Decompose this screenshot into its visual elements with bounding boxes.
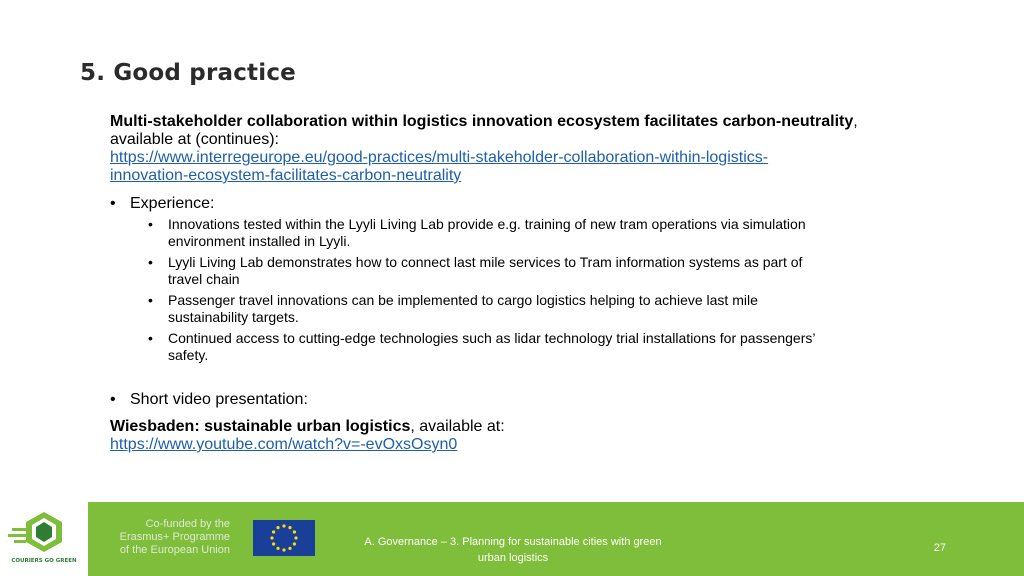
eu-stars-icon (253, 520, 315, 556)
cofunded-line: Co-funded by the (145, 518, 230, 530)
video-paragraph (110, 418, 910, 454)
list-item (148, 216, 888, 250)
cofunded-line: of the European Union (119, 544, 230, 556)
list-item (148, 330, 888, 364)
slide-title: 5. Good practice (80, 60, 296, 86)
youtube-link[interactable]: https://www.youtube.com/watch?v=-evOxsOsyn0 (110, 436, 458, 453)
video-heading: • Short video presentation: (110, 390, 910, 410)
footer-caption-line: A. Governance – 3. Planning for sustainable cities with green (364, 536, 662, 548)
list-item-line: environment installed in Lyyli. (168, 233, 351, 249)
cofunded-line: Erasmus+ Programme (119, 531, 230, 543)
slide-content (110, 113, 910, 454)
intro-available-text: available at (continues): (110, 131, 279, 148)
footer-caption-line: urban logistics (477, 552, 549, 564)
experience-heading: • Experience: (110, 194, 910, 214)
page-number: 27 (933, 542, 946, 554)
interreg-link-line1[interactable]: https://www.interregeurope.eu/good-practices/multi-stakeholder-collaboration-within-logistics- (110, 149, 769, 166)
intro-paragraph (110, 113, 910, 185)
intro-bold-title: Multi-stakeholder collaboration within logistics innovation ecosystem facilitates carbon-neutrality (110, 113, 854, 130)
list-item-line: sustainability targets. (168, 309, 299, 325)
logo-caption: COURIERS GO GREEN (11, 558, 77, 564)
list-item-line: Continued access to cutting-edge technologies such as lidar technology trial installations for passengers’ (168, 330, 816, 346)
experience-list (148, 216, 910, 364)
list-item (148, 254, 888, 288)
video-available-text: , available at: (410, 418, 505, 435)
cofunded-text (118, 518, 230, 557)
interreg-link-line2[interactable]: innovation-ecosystem-facilitates-carbon-neutrality (110, 167, 462, 184)
list-item-line: safety. (168, 347, 209, 363)
list-item-line: Passenger travel innovations can be implemented to cargo logistics helping to achieve last mile (168, 292, 758, 308)
list-item-line: Lyyli Living Lab demonstrates how to connect last mile services to Tram information systems as part of (168, 254, 803, 270)
footer-band (88, 502, 1024, 576)
hexagon-logo-icon (0, 502, 88, 576)
interreg-link[interactable] (110, 149, 768, 184)
video-bold-title: Wiesbaden: sustainable urban logistics (110, 418, 411, 435)
eu-flag-icon (253, 520, 315, 556)
list-item (148, 292, 888, 326)
couriers-go-green-logo (0, 502, 88, 576)
list-item-line: Innovations tested within the Lyyli Living Lab provide e.g. training of new tram operations via simulation (168, 216, 806, 232)
intro-comma: , (853, 113, 858, 130)
footer-caption (348, 534, 678, 566)
list-item-line: travel chain (168, 271, 240, 287)
